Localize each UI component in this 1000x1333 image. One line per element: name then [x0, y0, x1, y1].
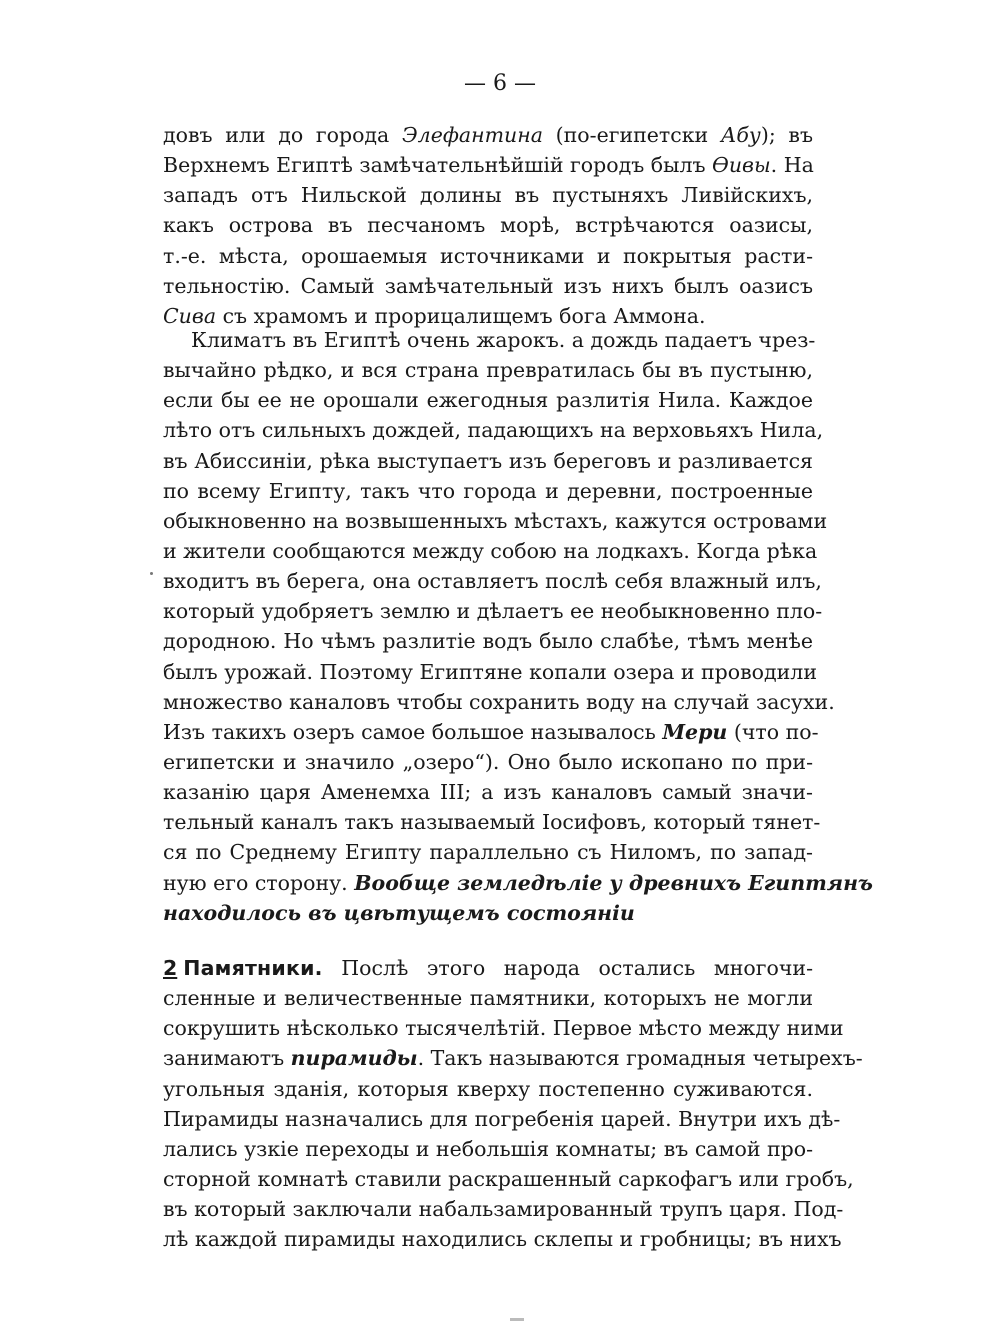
text-line: Сива съ храмомъ и прорицалищемъ бога Аммона.	[163, 303, 706, 328]
text-line: лались узкіе переходы и небольшія комнаты; въ самой про-	[163, 1136, 814, 1161]
place-name: Ѳивы	[712, 153, 771, 178]
text-line: Климатъ въ Египтѣ очень жарокъ. а дождь падаетъ чрез-	[191, 328, 816, 352]
text-line: Пирамиды назначались для погребенія царей. Внутри ихъ дѣ-	[163, 1106, 841, 1131]
text-line: западъ отъ Нильской долины въ пустыняхъ Ливійскихъ,	[163, 183, 813, 208]
text-line: дородною. Но чѣмъ разлитіе водъ было слабѣе, тѣмъ менѣе	[163, 629, 813, 654]
text-line: въ который заключали набальзамированный трупъ царя. Под-	[163, 1197, 844, 1222]
text-line: занимаютъ пирамиды. Такъ называются громадныя четырехъ-	[163, 1046, 863, 1071]
text-line: Верхнемъ Египтѣ замѣчательнѣйшій городъ былъ Ѳивы. На	[163, 153, 814, 178]
section-heading: Памятники.	[183, 956, 323, 980]
text-line: лѣто отъ сильныхъ дождей, падающихъ на верховьяхъ Нила,	[163, 418, 824, 443]
section-monuments	[163, 953, 863, 1254]
section-heading-line: 2 Памятники. Послѣ этого народа остались многочи-	[163, 956, 813, 980]
paragraph-climate	[163, 325, 873, 928]
print-smudge	[150, 572, 153, 575]
text-line: обыкновенно на возвышенныхъ мѣстахъ, кажутся островами	[163, 508, 828, 533]
text-line: былъ урожай. Поэтому Египтяне копали озера и проводили	[163, 659, 817, 684]
lake-name: Мери	[662, 719, 728, 744]
text-line: вычайно рѣдко, и вся страна превратилась бы въ пустыню,	[163, 358, 813, 383]
text-line: который удобряетъ землю и дѣлаетъ ее необыкновенно пло-	[163, 599, 823, 624]
text-line: сленные и величественные памятники, которыхъ не могли	[163, 986, 813, 1011]
place-name: Элефантина	[401, 123, 543, 147]
text-line: какъ острова въ песчаномъ морѣ, встрѣчаются оазисы,	[163, 213, 813, 238]
place-name: Абу	[720, 123, 761, 147]
text-line: и жители сообщаются между собою на лодкахъ. Когда рѣка	[163, 538, 818, 563]
page-number: — 6 —	[464, 71, 536, 96]
text-line: входитъ въ берега, она оставляетъ послѣ себя влажный илъ,	[163, 569, 822, 594]
text-line: если бы ее не орошали ежегодныя разлитія Нила. Каждое	[163, 388, 813, 413]
text-line: ся по Среднему Египту параллельно съ Ниломъ, по запад-	[163, 840, 813, 865]
text-line: сторной комнатѣ ставили раскрашенный саркофагъ или гробъ,	[163, 1166, 854, 1191]
print-mark	[510, 1318, 524, 1321]
text-line: т.-е. мѣста, орошаемыя источниками и покрытыя расти-	[163, 243, 813, 268]
text-line: угольныя зданія, которыя кверху постепенно суживаются.	[163, 1076, 813, 1101]
paragraph-geography	[163, 120, 813, 331]
text-line: по всему Египту, такъ что города и деревни, построенные	[163, 478, 813, 503]
text-line: въ Абиссиніи, рѣка выступаетъ изъ береговъ и разливается	[163, 448, 813, 473]
text-line: египетски и значило „озеро“). Оно было ископано по при-	[163, 749, 813, 774]
text-line	[163, 898, 813, 928]
emphasis-text: Вообще земледѣліе у древнихъ Египтянъ	[354, 870, 873, 895]
text-line: казанію царя Аменемха III; а изъ каналовъ самый значи-	[163, 780, 813, 805]
text-line: Изъ такихъ озеръ самое большое называлось Мери (что по-	[163, 719, 819, 744]
text-line: тельностію. Самый замѣчательный изъ нихъ былъ оазисъ	[163, 273, 813, 298]
emphasis-text: пирамиды	[290, 1046, 418, 1071]
text-line: ную его сторону. Вообще земледѣліе у древнихъ Египтянъ	[163, 870, 873, 895]
text-line: довъ или до города Элефантина (по-египетски Абу); въ	[163, 123, 813, 147]
section-number: 2	[163, 956, 178, 980]
emphasis-text: находилось въ цвѣтущемъ состояніи	[163, 900, 635, 925]
place-name: Сива	[163, 303, 217, 328]
text-line: сокрушить нѣсколько тысячелѣтій. Первое мѣсто между ними	[163, 1016, 844, 1041]
text-line: множество каналовъ чтобы сохранить воду на случай засухи.	[163, 689, 835, 714]
text-line: тельный каналъ такъ называемый Іосифовъ, который тянет-	[163, 810, 821, 835]
text-line: лѣ каждой пирамиды находились склепы и гробницы; въ нихъ	[163, 1227, 842, 1252]
